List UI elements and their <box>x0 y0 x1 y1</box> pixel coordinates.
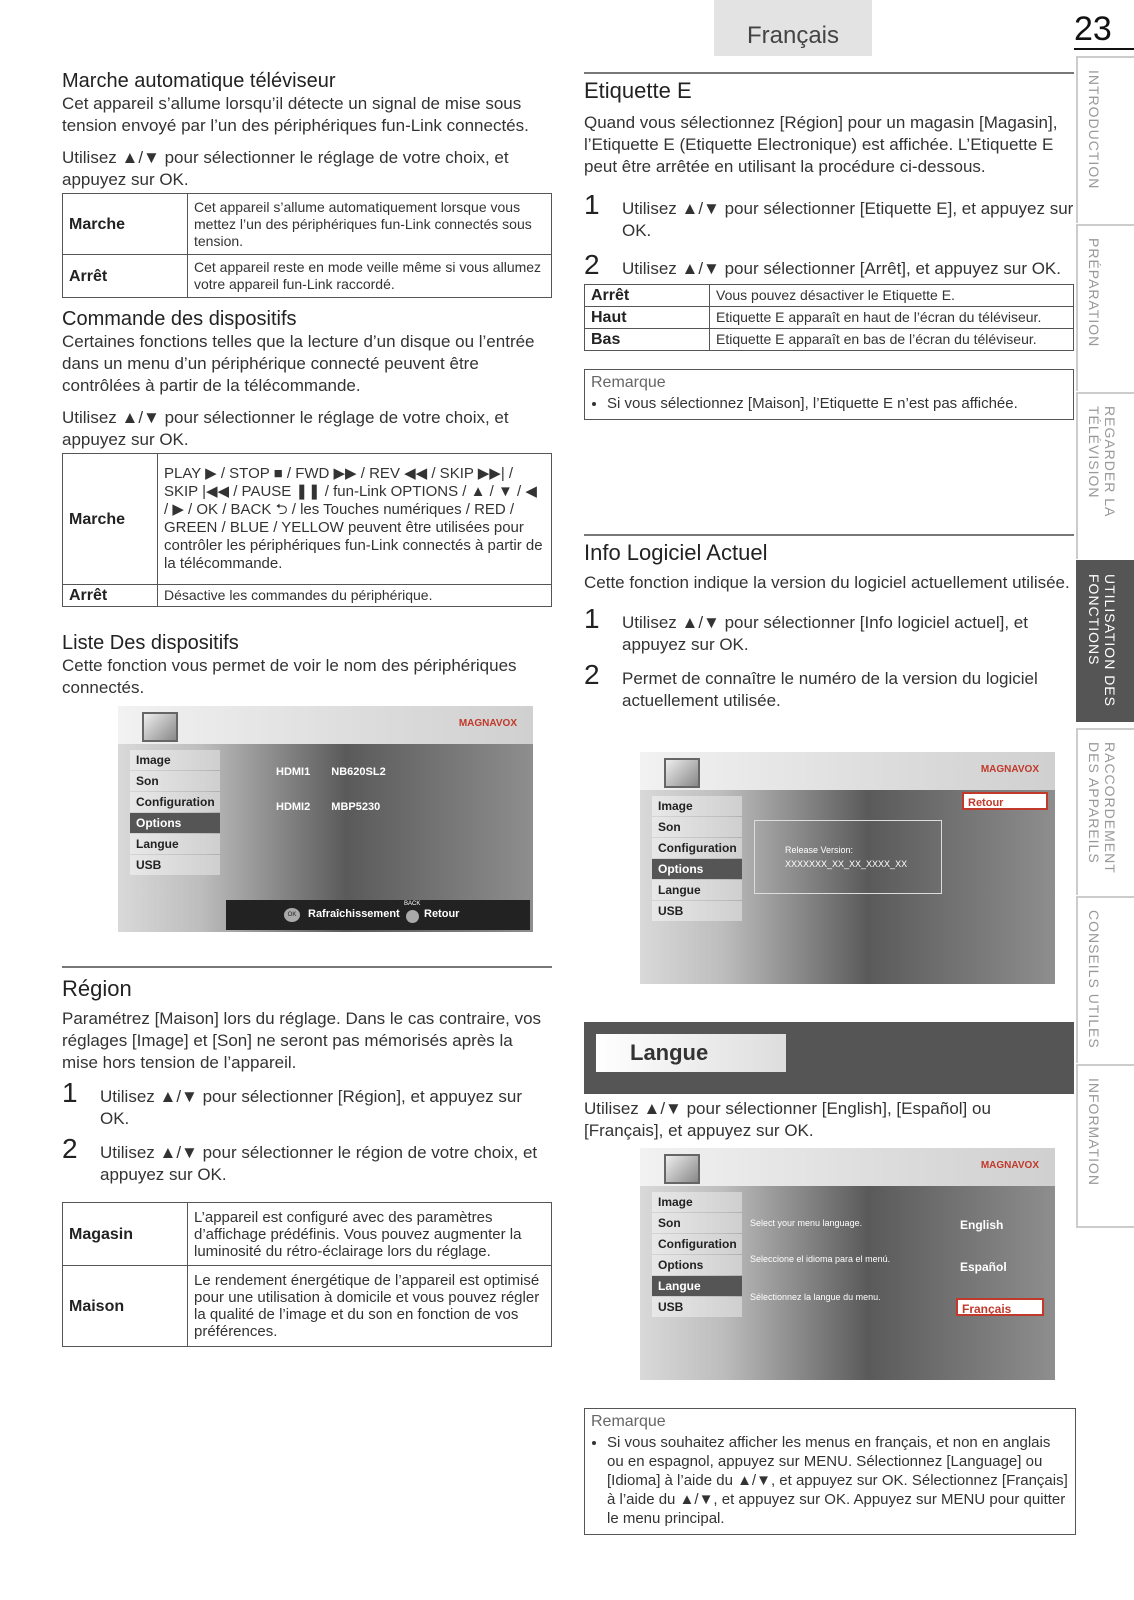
device-port: HDMI1 <box>276 766 311 778</box>
step-text: Utilisez ▲/▼ pour sélectionner [Région], et appuyez sur OK. <box>100 1087 523 1128</box>
auto-on-section <box>62 70 552 298</box>
side-tab-label: PRÉPARATION <box>1086 238 1102 348</box>
table-key: Marche <box>63 194 188 255</box>
table-value: Désactive les commandes du périphérique. <box>158 585 552 607</box>
language-option-francais[interactable]: Français <box>956 1298 1044 1316</box>
side-tab-label: REGARDER LA TÉLÉVISION <box>1086 406 1118 518</box>
screen-menu <box>652 796 742 922</box>
table-row <box>585 307 1074 329</box>
table-row <box>63 585 552 607</box>
note-title: Remarque <box>591 1413 666 1430</box>
step-text: Utilisez ▲/▼ pour sélectionner [Info logiciel actuel], et appuyez sur OK. <box>622 613 1028 654</box>
device-list-section <box>62 632 552 699</box>
language-prompt: Sélectionnez la langue du menu. <box>750 1292 881 1302</box>
brand-logo: MAGNAVOX <box>980 1160 1039 1171</box>
etiquette-section <box>584 78 1074 420</box>
page-number: 23 <box>1074 10 1112 48</box>
step-number: 2 <box>584 659 600 690</box>
refresh-label[interactable]: Rafraîchissement <box>308 908 400 920</box>
table-key: Bas <box>585 329 710 351</box>
etiquette-desc: Quand vous sélectionnez [Région] pour un magasin [Magasin], l’Etiquette E (Etiquette Electronique) est affichée. L’Etiquette E peut être arrêtée en utilisant la procédure ci-dessous. <box>584 113 1058 176</box>
step-text: Utilisez ▲/▼ pour sélectionner le région de votre choix, et appuyez sur OK. <box>100 1143 538 1184</box>
side-tab-regarder[interactable] <box>1076 392 1134 559</box>
device-list-title: Liste Des dispositifs <box>62 632 239 654</box>
menu-item[interactable]: Langue <box>130 834 220 854</box>
langue-banner <box>584 1022 1074 1094</box>
etiquette-table <box>584 284 1074 351</box>
table-row <box>63 194 552 255</box>
table-key: Magasin <box>63 1203 188 1266</box>
menu-item[interactable]: Son <box>652 1213 742 1233</box>
table-key: Arrêt <box>63 585 158 607</box>
language-tab: Français <box>714 0 872 56</box>
menu-item[interactable]: Options <box>652 1255 742 1275</box>
step <box>62 1077 552 1130</box>
table-row <box>63 1266 552 1347</box>
step-text: Utilisez ▲/▼ pour sélectionner [Etiquette E], et appuyez sur OK. <box>622 199 1074 240</box>
table-value: PLAY ▶ / STOP ■ / FWD ▶▶ / REV ◀◀ / SKIP ▶▶| / SKIP |◀◀ / PAUSE ❚❚ / fun-Link OPTIONS / ▲ / ▼ / ◀ / ▶ / OK / BACK ⮌ / les Touches numériques / RED / GREEN / BLUE / YELLOW peuvent être utilisées pour contrôler les périphériques fun-Link connectés à partir de la télécommande. <box>158 454 552 585</box>
ok-button-icon: OK <box>284 908 300 922</box>
menu-item[interactable]: Son <box>652 817 742 837</box>
auto-on-desc: Cet appareil s’allume lorsqu’il détecte un signal de mise sous tension envoyé par l’un des périphériques fun-Link connectés. <box>62 94 529 135</box>
note-title: Remarque <box>591 374 666 391</box>
menu-item-selected[interactable]: Options <box>130 813 220 833</box>
langue-desc: Utilisez ▲/▼ pour sélectionner [English], [Español] ou [Français], et appuyez sur OK. <box>584 1099 991 1140</box>
table-key: Maison <box>63 1266 188 1347</box>
menu-item[interactable]: Configuration <box>130 792 220 812</box>
langue-title: Langue <box>596 1034 786 1072</box>
langue-note <box>584 1408 1076 1535</box>
menu-item-selected[interactable]: Options <box>652 859 742 879</box>
step <box>584 189 1074 242</box>
return-button[interactable]: Retour <box>962 792 1048 810</box>
device-row[interactable] <box>276 801 380 813</box>
menu-item[interactable]: USB <box>652 1297 742 1317</box>
side-tab-raccordement[interactable] <box>1076 728 1134 895</box>
software-desc: Cette fonction indique la version du logiciel actuellement utilisée. <box>584 573 1070 592</box>
side-tab-introduction[interactable] <box>1076 56 1134 223</box>
device-name: NB620SL2 <box>331 766 386 778</box>
device-row[interactable] <box>276 766 386 778</box>
return-label[interactable]: Retour <box>424 908 460 920</box>
side-tab-label: RACCORDEMENT DES APPAREILS <box>1086 742 1118 874</box>
step-number: 1 <box>62 1077 78 1108</box>
release-value: XXXXXXX_XX_XX_XXXX_XX <box>785 859 908 869</box>
menu-item[interactable]: Configuration <box>652 838 742 858</box>
device-port: HDMI2 <box>276 801 311 813</box>
region-title: Région <box>62 976 132 1001</box>
back-key-label: BACK <box>404 901 421 907</box>
device-list-screen <box>118 706 533 932</box>
table-key: Arrêt <box>585 285 710 307</box>
software-title: Info Logiciel Actuel <box>584 540 768 565</box>
release-label: Release Version: <box>785 845 854 855</box>
menu-item[interactable]: Configuration <box>652 1234 742 1254</box>
step-text: Permet de connaître le numéro de la version du logiciel actuellement utilisée. <box>622 669 1038 710</box>
step <box>62 1133 552 1186</box>
device-control-instruction: Utilisez ▲/▼ pour sélectionner le réglage de votre choix, et appuyez sur OK. <box>62 408 509 449</box>
tv-icon <box>142 712 178 742</box>
table-value: Vous pouvez désactiver le Etiquette E. <box>710 285 1074 307</box>
release-box <box>754 820 942 894</box>
step-text: Utilisez ▲/▼ pour sélectionner [Arrêt], et appuyez sur OK. <box>622 259 1061 278</box>
step-number: 1 <box>584 189 600 220</box>
region-desc: Paramétrez [Maison] lors du réglage. Dans le cas contraire, vos réglages [Image] et [Son] ne seront pas mémorisés après la mise hors tension de l’appareil. <box>62 1009 542 1072</box>
step <box>584 603 1074 656</box>
section-divider <box>62 966 552 968</box>
auto-on-title: Marche automatique téléviseur <box>62 70 336 92</box>
table-value: Etiquette E apparaît en haut de l’écran du téléviseur. <box>710 307 1074 329</box>
side-tab-label: INTRODUCTION <box>1086 70 1102 190</box>
table-value: L’appareil est configuré avec des paramètres d’affichage prédéfinis. Vous pouvez augmenter la luminosité du rétro-éclairage lors du réglage. <box>188 1203 552 1266</box>
side-tab-label: UTILISATION DES FONCTIONS <box>1086 574 1118 707</box>
language-prompt: Seleccione el idioma para el menú. <box>750 1254 891 1264</box>
table-row <box>585 329 1074 351</box>
language-option-english[interactable]: English <box>960 1218 1004 1232</box>
side-tab-label: INFORMATION <box>1086 1078 1102 1186</box>
step-number: 1 <box>584 603 600 634</box>
note-item: • Si vous souhaitez afficher les menus en français, et non en anglais ou en espagnol, appuyez sur MENU. Sélectionnez [Language] ou [Idioma] à l’aide du ▲/▼, et appuyez sur OK. Sélectionnez [Français] à l’aide du ▲/▼, et appuyez sur OK. Appuyez sur MENU pour quitter le menu principal. <box>607 1433 1069 1528</box>
tv-icon <box>664 1154 700 1184</box>
region-section <box>62 976 552 1347</box>
table-key: Haut <box>585 307 710 329</box>
screen-menu <box>130 750 220 876</box>
table-row <box>63 255 552 298</box>
table-value: Cet appareil s’allume automatiquement lorsque vous mettez l’un des périphériques fun-Link connectés sous tension. <box>188 194 552 255</box>
menu-item[interactable]: USB <box>130 855 220 875</box>
side-tab-information[interactable] <box>1076 1064 1134 1228</box>
software-screen <box>640 752 1055 984</box>
table-value: Le rendement énergétique de l’appareil est optimisé pour une utilisation à domicile et vous pouvez régler la qualité de l’image et du son en fonction de vos préférences. <box>188 1266 552 1347</box>
table-row <box>63 1203 552 1266</box>
section-divider <box>584 534 1074 536</box>
side-tab-label: CONSEILS UTILES <box>1086 910 1102 1049</box>
device-name: MBP5230 <box>331 801 381 813</box>
menu-item[interactable]: Image <box>652 796 742 816</box>
menu-item[interactable]: Image <box>130 750 220 770</box>
menu-item-selected[interactable]: Langue <box>652 1276 742 1296</box>
note-item: • Si vous sélectionnez [Maison], l’Etiquette E n’est pas affichée. <box>607 394 1067 413</box>
table-key: Arrêt <box>63 255 188 298</box>
auto-on-instruction: Utilisez ▲/▼ pour sélectionner le réglage de votre choix, et appuyez sur OK. <box>62 148 509 189</box>
device-control-desc: Certaines fonctions telles que la lecture d’un disque ou l’entrée dans un menu d’un périphérique connecté peuvent être contrôlées à partir de la télécommande. <box>62 332 535 395</box>
menu-item[interactable]: Langue <box>652 880 742 900</box>
table-row <box>63 454 552 585</box>
section-divider <box>584 72 1074 74</box>
back-button-icon <box>406 910 419 923</box>
screen-footer <box>226 900 530 930</box>
menu-item[interactable]: Image <box>652 1192 742 1212</box>
step-number: 2 <box>584 249 600 280</box>
region-table <box>62 1202 552 1347</box>
brand-logo: MAGNAVOX <box>980 764 1039 775</box>
software-section <box>584 540 1074 712</box>
language-prompt: Select your menu language. <box>750 1218 863 1228</box>
device-control-table <box>62 453 552 607</box>
table-value: Cet appareil reste en mode veille même si vous allumez votre appareil fun-Link raccordé. <box>188 255 552 298</box>
table-key: Marche <box>63 454 158 585</box>
menu-item[interactable]: Son <box>130 771 220 791</box>
step-number: 2 <box>62 1133 78 1164</box>
step <box>584 249 1074 280</box>
device-control-title: Commande des dispositifs <box>62 308 297 330</box>
menu-item[interactable]: USB <box>652 901 742 921</box>
device-control-section <box>62 308 552 607</box>
brand-logo: MAGNAVOX <box>458 718 517 729</box>
auto-on-table <box>62 193 552 298</box>
side-tab-utilisation[interactable] <box>1076 560 1134 722</box>
screen-menu <box>652 1192 742 1318</box>
side-tab-conseils[interactable] <box>1076 896 1134 1063</box>
table-value: Etiquette E apparaît en bas de l’écran du téléviseur. <box>710 329 1074 351</box>
etiquette-title: Etiquette E <box>584 78 692 103</box>
table-row <box>585 285 1074 307</box>
langue-screen <box>640 1148 1055 1380</box>
side-tab-preparation[interactable] <box>1076 224 1134 391</box>
etiquette-note <box>584 369 1074 420</box>
language-option-espanol[interactable]: Español <box>960 1260 1007 1274</box>
page-number-rule <box>1074 48 1134 50</box>
device-list-desc: Cette fonction vous permet de voir le nom des périphériques connectés. <box>62 656 517 697</box>
step <box>584 659 1074 712</box>
tv-icon <box>664 758 700 788</box>
